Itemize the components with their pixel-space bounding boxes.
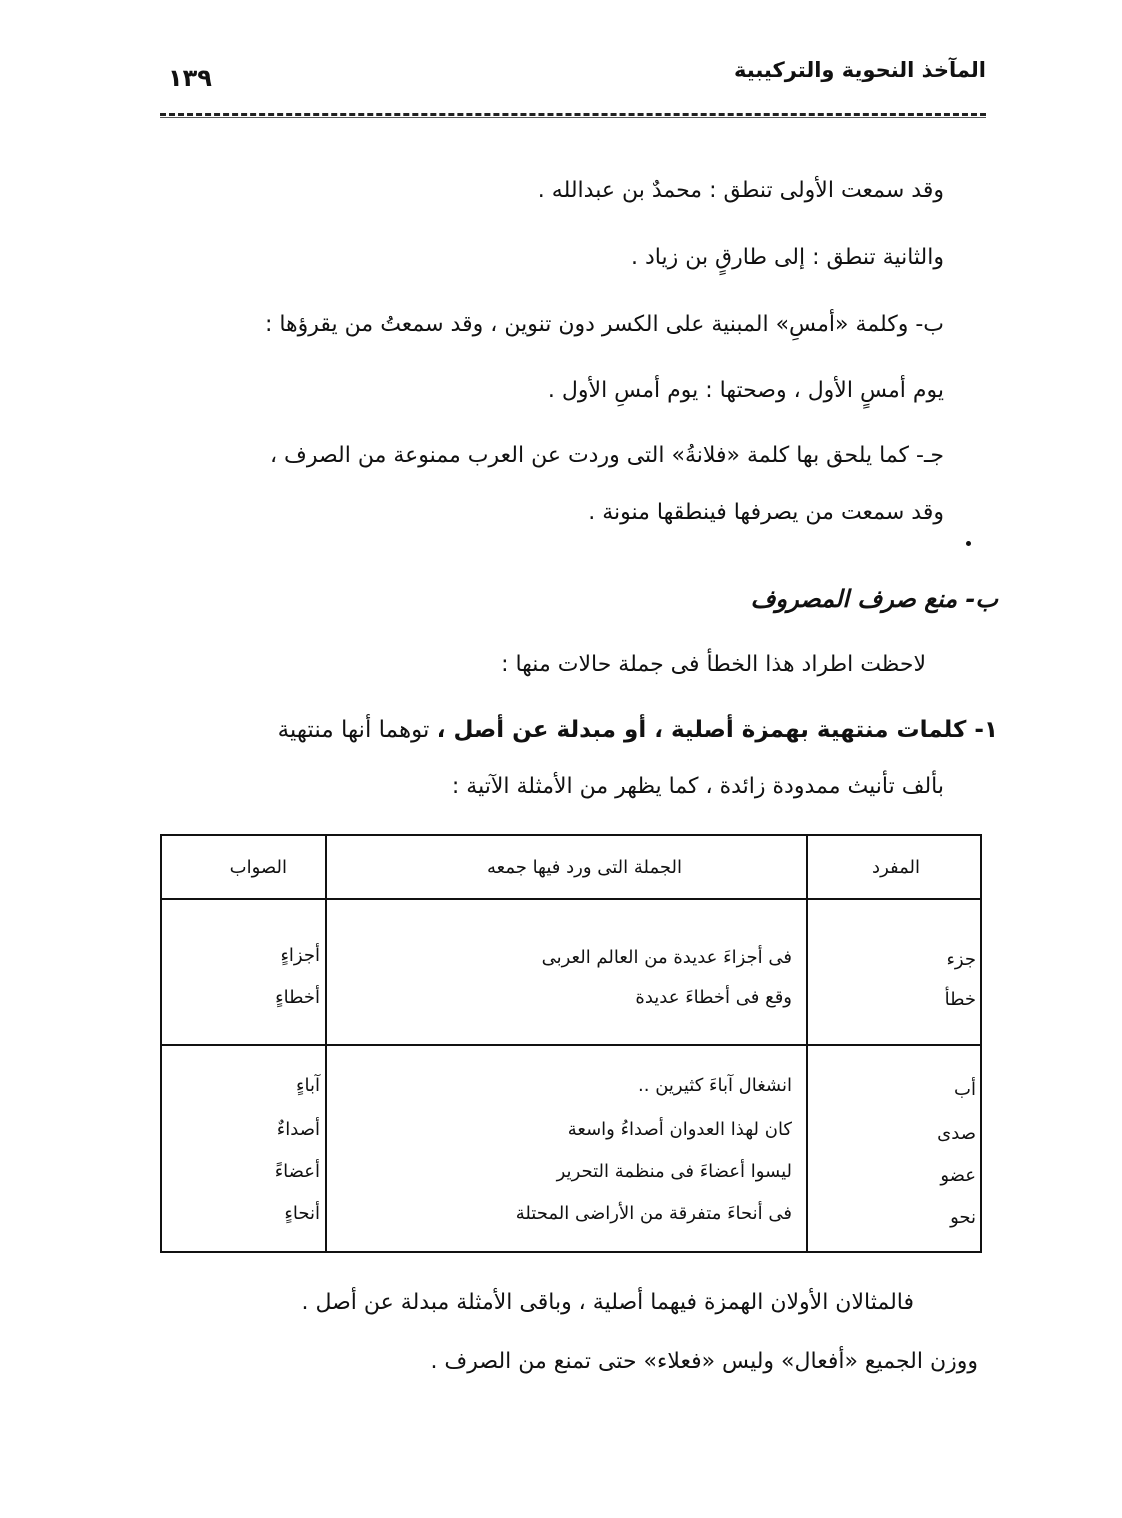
row-6-correct: أنحاءٍ (284, 1203, 320, 1224)
row-4-correct: أصداءٌ (276, 1119, 320, 1140)
row-2-correct: أخطاءٍ (275, 987, 320, 1008)
row-2-sentence: وقع فى أخطاءَ عديدة (635, 987, 792, 1008)
point-1-line-2: بألف تأنيث ممدودة زائدة ، كما يظهر من الأمثلة الآتية : (451, 774, 944, 799)
row-3-sentence: انشغال آباءَ كثيرين .. (638, 1075, 792, 1096)
row-5-singular: عضو (940, 1165, 976, 1186)
running-title: المآخذ النحوية والتركيبية (734, 58, 986, 82)
point-1-rest: توهما أنها منتهية (277, 717, 430, 743)
body-line-5: جـ- كما يلحق بها كلمة «فلانةُ» التى وردت عن العرب ممنوعة من الصرف ، (269, 443, 944, 468)
point-1-line-1 (278, 715, 998, 745)
point-1-bold: ١- كلمات منتهية بهمزة أصلية ، أو مبدلة عن أصل ، (436, 717, 998, 743)
header-sentence: الجملة التى ورد فيها جمعه (486, 857, 682, 878)
section-heading: ب- منع صرف المصروف (750, 585, 998, 613)
table-grid (160, 834, 982, 1253)
footer-line-2: ووزن الجميع «أفعال» وليس «فعلاء» حتى تمنع من الصرف . (430, 1349, 978, 1374)
body-line-2: والثانية تنطق : إلى طارقٍ بن زياد . (630, 245, 944, 270)
row-1-correct: أجزاءٍ (280, 945, 320, 966)
header-rule-thin (160, 117, 986, 118)
page-number: ١٣٩ (168, 64, 212, 92)
row-1-sentence: فى أجزاءَ عديدة من العالم العربى (541, 947, 792, 968)
header-rule (160, 113, 986, 116)
table-header-divider (160, 898, 982, 900)
row-1-singular: جزء (946, 949, 976, 970)
body-line-4: يوم أمسٍ الأول ، وصحتها : يوم أمسِ الأول . (547, 378, 944, 403)
row-4-singular: صدى (937, 1123, 976, 1144)
row-4-sentence: كان لهذا العدوان أصداءُ واسعة (567, 1119, 792, 1140)
body-line-6: وقد سمعت من يصرفها فينطقها منونة . (588, 500, 944, 525)
row-2-singular: خطأ (944, 989, 976, 1010)
body-line-1: وقد سمعت الأولى تنطق : محمدٌ بن عبدالله . (537, 178, 944, 203)
row-5-sentence: ليسوا أعضاءَ فى منظمة التحرير (556, 1161, 792, 1182)
row-6-sentence: فى أنحاءَ متفرقة من الأراضى المحتلة (515, 1203, 792, 1224)
footer-line-1: فالمثالان الأولان الهمزة فيهما أصلية ، وباقى الأمثلة مبدلة عن أصل . (301, 1290, 914, 1315)
row-3-correct: آباءٍ (296, 1075, 320, 1096)
row-3-singular: أب (954, 1079, 976, 1100)
intro-line: لاحظت اطراد هذا الخطأ فى جملة حالات منها : (501, 652, 926, 677)
row-6-singular: نحو (950, 1207, 976, 1228)
table-group-divider (160, 1044, 982, 1046)
header-correct: الصواب (229, 857, 287, 878)
row-5-correct: أعضاءً (274, 1161, 320, 1182)
stray-dot-mark (966, 541, 971, 546)
header-singular: المفرد (872, 857, 920, 878)
body-line-3: ب- وكلمة «أمسِ» المبنية على الكسر دون تنوين ، وقد سمعتُ من يقرؤها : (264, 312, 944, 337)
